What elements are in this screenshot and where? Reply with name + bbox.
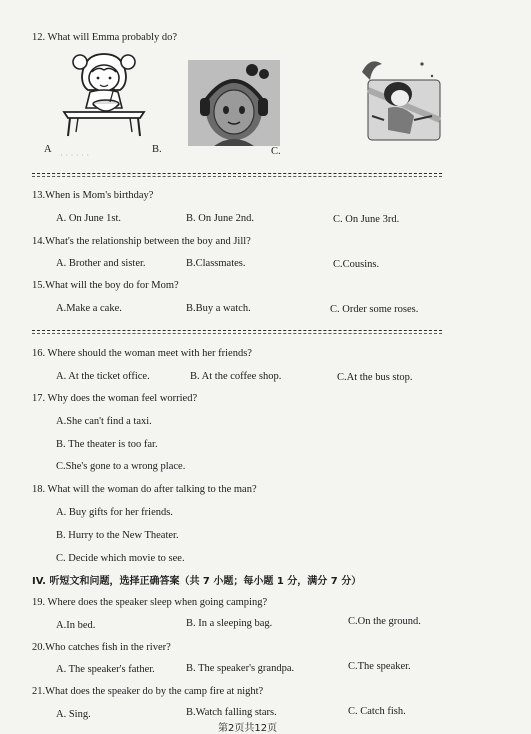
q16-option-b: B. At the coffee shop. <box>190 371 282 382</box>
picture-c-label: C. <box>271 146 281 157</box>
q14-option-b: B.Classmates. <box>186 258 246 269</box>
section-divider <box>32 173 442 174</box>
q13-option-a: A. On June 1st. <box>56 213 122 224</box>
q15-option-c: C. Order some roses. <box>330 304 419 315</box>
section-divider <box>32 176 442 177</box>
q20-option-a: A. The speaker's father. <box>56 664 155 675</box>
q14-option-c: C.Cousins. <box>333 259 380 270</box>
section-divider <box>32 330 442 331</box>
question-13: 13.When is Mom's birthday? <box>32 190 154 201</box>
headphones-girl-picture <box>188 60 280 146</box>
question-16: 16. Where should the woman meet with her friends? <box>32 348 252 359</box>
question-17: 17. Why does the woman feel worried? <box>32 393 198 404</box>
q18-option-b: B. Hurry to the New Theater. <box>56 530 179 541</box>
question-15: 15.What will the boy do for Mom? <box>32 280 179 291</box>
picture-a-label: A <box>44 144 52 155</box>
q16-option-c: C.At the bus stop. <box>337 372 413 383</box>
page-number-footer: 第2页共12页 <box>218 723 278 734</box>
question-20: 20.Who catches fish in the river? <box>32 642 171 653</box>
q16-option-a: A. At the ticket office. <box>56 371 150 382</box>
q15-option-b: B.Buy a watch. <box>186 303 251 314</box>
q17-option-b: B. The theater is too far. <box>56 439 158 450</box>
q19-option-c: C.On the ground. <box>348 616 421 627</box>
section-divider <box>32 333 442 334</box>
q21-option-a: A. Sing. <box>56 709 91 720</box>
q21-option-c: C. Catch fish. <box>348 706 406 717</box>
q20-option-c: C.The speaker. <box>348 661 411 672</box>
q14-option-a: A. Brother and sister. <box>56 258 146 269</box>
picture-b-label: B. <box>152 144 162 155</box>
q19-option-a: A.In bed. <box>56 620 96 631</box>
section-iv-heading: IV. 听短文和问题，选择正确答案（共 7 小题；每小题 1 分，满分 7 分） <box>32 576 362 587</box>
q18-option-a: A. Buy gifts for her friends. <box>56 507 173 518</box>
question-19: 19. Where does the speaker sleep when going camping? <box>32 597 268 608</box>
q20-option-b: B. The speaker's grandpa. <box>186 663 295 674</box>
q18-option-c: C. Decide which movie to see. <box>56 553 185 564</box>
q13-option-c: C. On June 3rd. <box>333 214 400 225</box>
question-12: 12. What will Emma probably do? <box>32 32 178 43</box>
eating-girl-picture <box>54 46 154 138</box>
q13-option-b: B. On June 2nd. <box>186 213 254 224</box>
q21-option-b: B.Watch falling stars. <box>186 707 277 718</box>
question-21: 21.What does the speaker do by the camp fire at night? <box>32 686 264 697</box>
question-18: 18. What will the woman do after talking to the man? <box>32 484 257 495</box>
q15-option-a: A.Make a cake. <box>56 303 122 314</box>
q17-option-c: C.She's gone to a wrong place. <box>56 461 186 472</box>
q17-option-a: A.She can't find a taxi. <box>56 416 152 427</box>
q19-option-b: B. In a sleeping bag. <box>186 618 273 629</box>
question-14: 14.What's the relationship between the boy and Jill? <box>32 236 251 247</box>
sleeping-girl-picture <box>352 50 448 150</box>
bleed-through-mark: · · · · · · <box>60 150 90 160</box>
